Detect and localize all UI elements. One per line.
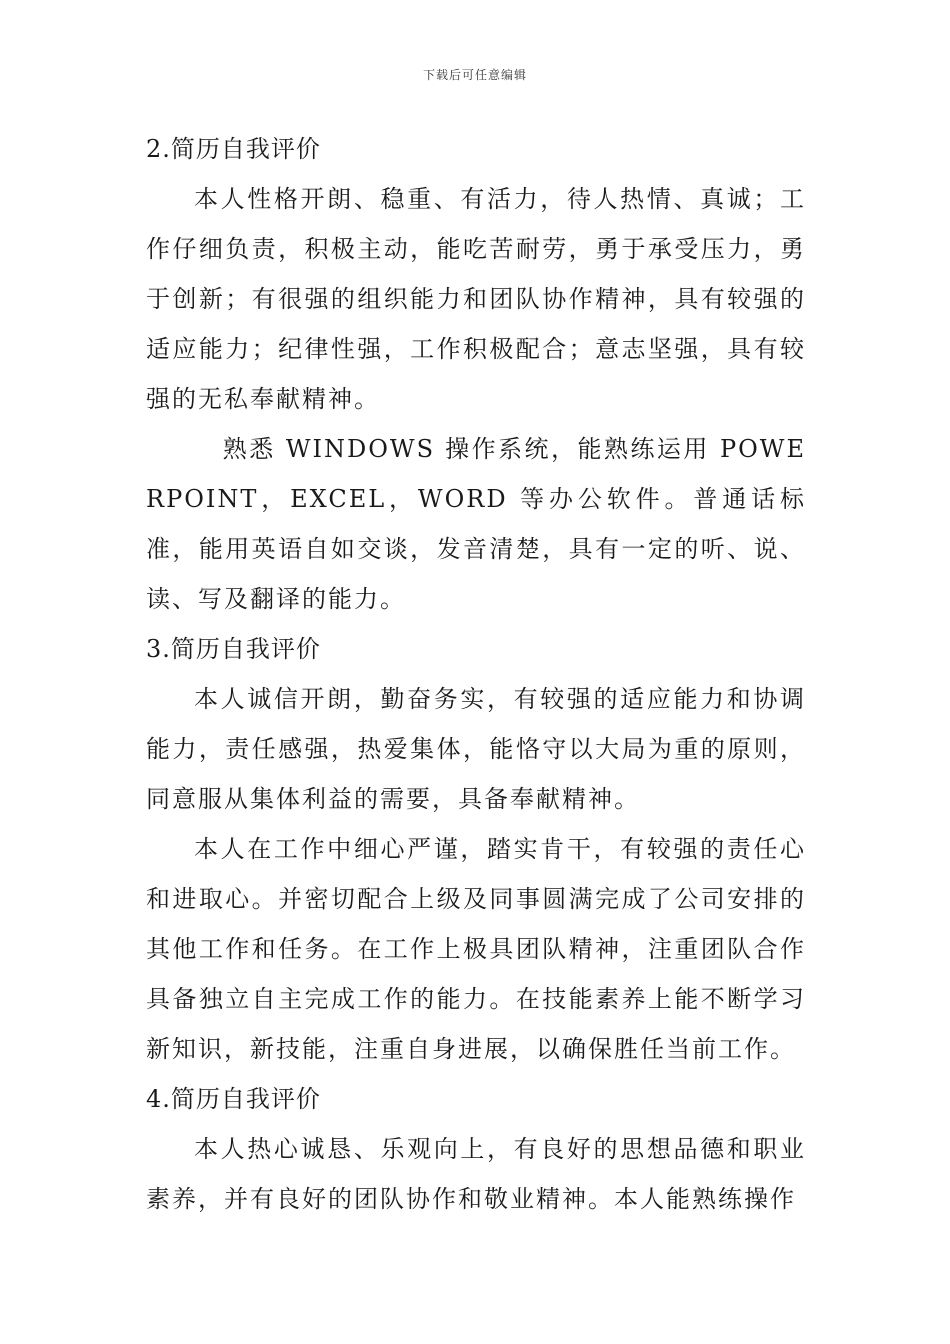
paragraph: 本人性格开朗、稳重、有活力，待人热情、真诚；工作仔细负责，积极主动，能吃苦耐劳，勇于承受压力，勇于创新；有很强的组织能力和团队协作精神，具有较强的适应能力；纪律性强，工作积极配合；意志坚强，具有较强的无私奉献精神。 <box>146 185 806 413</box>
paragraph: 熟悉 WINDOWS 操作系统，能熟练运用 POWERPOINT，EXCEL，WORD 等办公软件。普通话标准，能用英语自如交谈，发音清楚，具有一定的听、说、读、写及翻译的能力。 <box>146 435 806 613</box>
document-body <box>146 124 806 1224</box>
page-header-note: 下载后可任意编辑 <box>422 68 527 82</box>
section-4 <box>146 1074 806 1224</box>
paragraph: 本人在工作中细心严谨，踏实肯干，有较强的责任心和进取心。并密切配合上级及同事圆满完成了公司安排的其他工作和任务。在工作上极具团队精神，注重团队合作具备独立自主完成工作的能力。在技能素养上能不断学习新知识，新技能，注重自身进展，以确保胜任当前工作。 <box>146 835 806 1063</box>
section-heading: 4.简历自我评价 <box>146 1085 321 1113</box>
section-heading: 3.简历自我评价 <box>146 635 321 663</box>
section-2 <box>146 124 806 624</box>
section-3 <box>146 624 806 1074</box>
paragraph: 本人热心诚恳、乐观向上，有良好的思想品德和职业素养，并有良好的团队协作和敬业精神。本人能熟练操作 <box>146 1135 806 1213</box>
section-heading: 2.简历自我评价 <box>146 135 321 163</box>
paragraph: 本人诚信开朗，勤奋务实，有较强的适应能力和协调能力，责任感强，热爱集体，能恪守以大局为重的原则，同意服从集体利益的需要，具备奉献精神。 <box>146 685 806 813</box>
